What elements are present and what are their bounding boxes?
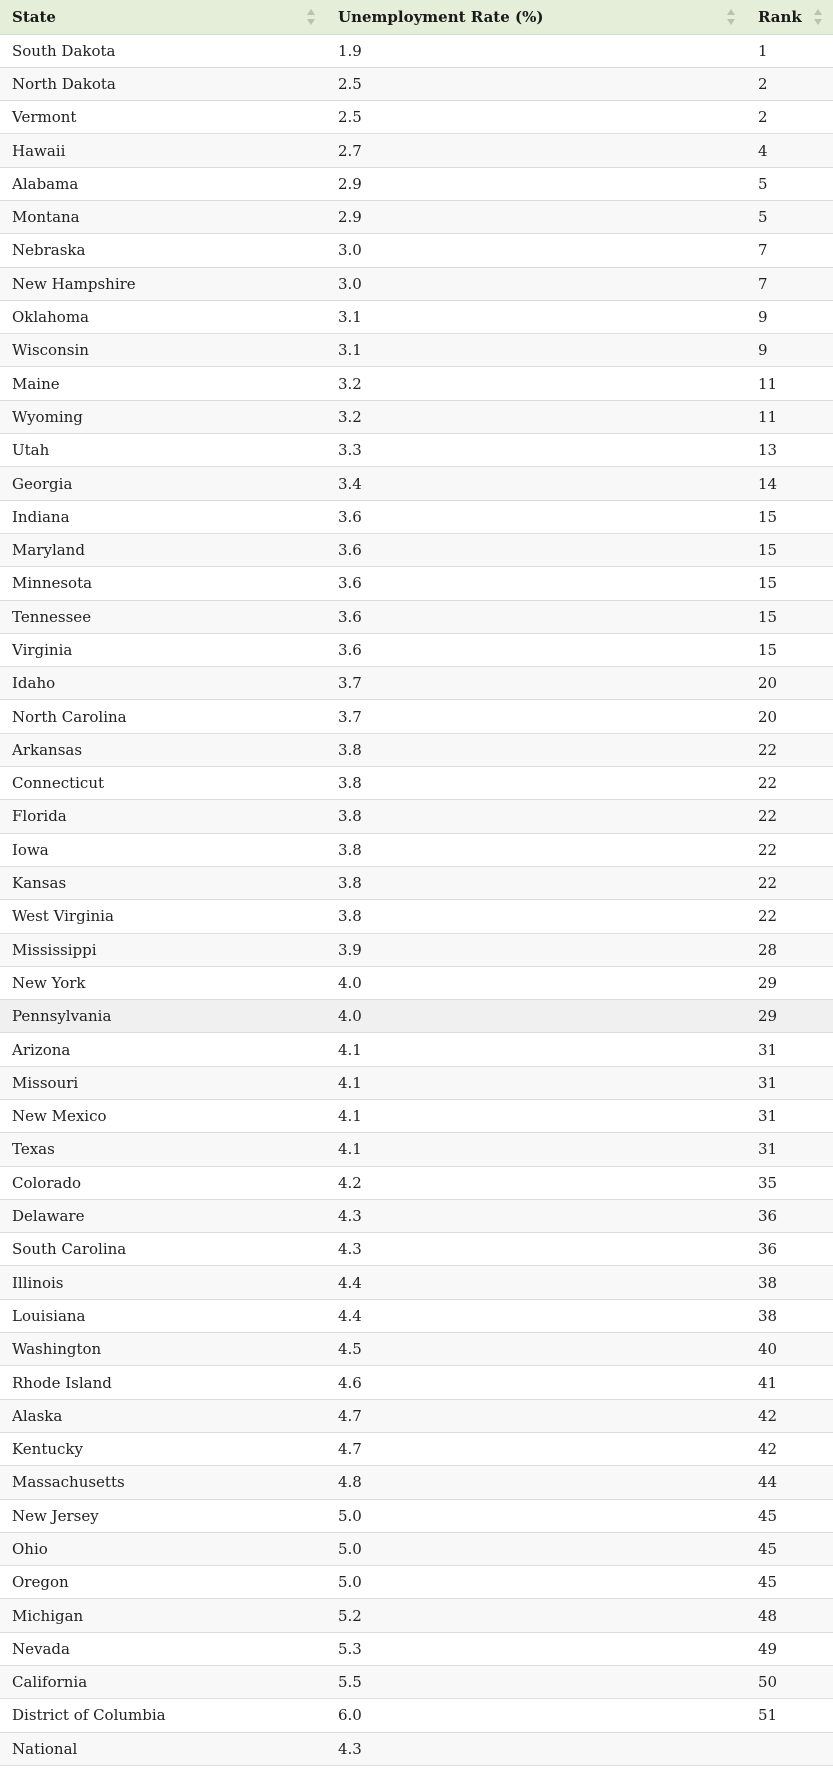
table-row: [0, 1100, 833, 1133]
table-row: [0, 1666, 833, 1699]
table-row: [0, 67, 833, 100]
table-row: [0, 1566, 833, 1599]
cell-unemployment-rate: 4.7: [326, 1399, 746, 1432]
cell-state: Delaware: [0, 1199, 326, 1232]
cell-rank: 14: [746, 467, 833, 500]
cell-unemployment-rate: 3.6: [326, 600, 746, 633]
cell-unemployment-rate: 3.6: [326, 633, 746, 666]
table-row: [0, 234, 833, 267]
table-row: [0, 467, 833, 500]
cell-rank: 40: [746, 1333, 833, 1366]
cell-rank: 7: [746, 234, 833, 267]
cell-unemployment-rate: 3.7: [326, 667, 746, 700]
sort-up-down-icon[interactable]: [726, 7, 736, 27]
table-row: [0, 1033, 833, 1066]
cell-state: Arkansas: [0, 733, 326, 766]
table-row: [0, 1432, 833, 1465]
cell-state: Louisiana: [0, 1299, 326, 1332]
table-row: [0, 200, 833, 233]
cell-unemployment-rate: 5.0: [326, 1566, 746, 1599]
table-row: [0, 267, 833, 300]
cell-unemployment-rate: 4.5: [326, 1333, 746, 1366]
cell-rank: 1: [746, 34, 833, 67]
table-row: [0, 1133, 833, 1166]
cell-state: Mississippi: [0, 933, 326, 966]
column-header-rank[interactable]: [746, 0, 833, 34]
cell-rank: 28: [746, 933, 833, 966]
cell-state: Texas: [0, 1133, 326, 1166]
table-row: [0, 567, 833, 600]
table-row: [0, 101, 833, 134]
table-row: [0, 334, 833, 367]
cell-state: District of Columbia: [0, 1699, 326, 1732]
table-row: [0, 1499, 833, 1532]
column-header-unemployment-rate[interactable]: [326, 0, 746, 34]
cell-rank: 31: [746, 1100, 833, 1133]
cell-state: Oregon: [0, 1566, 326, 1599]
cell-state: California: [0, 1666, 326, 1699]
cell-rank: 22: [746, 833, 833, 866]
table-row: [0, 300, 833, 333]
cell-rank: 11: [746, 400, 833, 433]
cell-unemployment-rate: 5.2: [326, 1599, 746, 1632]
table-row: [0, 733, 833, 766]
cell-state: New Jersey: [0, 1499, 326, 1532]
cell-unemployment-rate: 2.9: [326, 200, 746, 233]
table-row: [0, 1699, 833, 1732]
cell-rank: 42: [746, 1399, 833, 1432]
cell-state: Alaska: [0, 1399, 326, 1432]
column-header-label: State: [12, 7, 56, 26]
cell-unemployment-rate: 4.0: [326, 1000, 746, 1033]
cell-unemployment-rate: 4.1: [326, 1100, 746, 1133]
table-row: [0, 833, 833, 866]
cell-unemployment-rate: 4.7: [326, 1432, 746, 1465]
cell-rank: 45: [746, 1532, 833, 1565]
cell-state: Colorado: [0, 1166, 326, 1199]
cell-rank: [746, 1732, 833, 1765]
cell-unemployment-rate: 3.6: [326, 500, 746, 533]
cell-state: New Mexico: [0, 1100, 326, 1133]
cell-rank: 15: [746, 533, 833, 566]
cell-state: Ohio: [0, 1532, 326, 1565]
table-row: [0, 966, 833, 999]
table-row: [0, 933, 833, 966]
cell-unemployment-rate: 3.8: [326, 866, 746, 899]
table-row: [0, 1266, 833, 1299]
table-row: [0, 533, 833, 566]
cell-rank: 22: [746, 866, 833, 899]
cell-rank: 51: [746, 1699, 833, 1732]
table-row: [0, 500, 833, 533]
cell-state: Massachusetts: [0, 1466, 326, 1499]
cell-rank: 20: [746, 667, 833, 700]
cell-state: Maryland: [0, 533, 326, 566]
cell-unemployment-rate: 4.0: [326, 966, 746, 999]
cell-state: New York: [0, 966, 326, 999]
cell-rank: 4: [746, 134, 833, 167]
cell-rank: 44: [746, 1466, 833, 1499]
table-row: [0, 167, 833, 200]
cell-unemployment-rate: 1.9: [326, 34, 746, 67]
cell-rank: 50: [746, 1666, 833, 1699]
cell-rank: 29: [746, 1000, 833, 1033]
table-row: [0, 1466, 833, 1499]
cell-state: Georgia: [0, 467, 326, 500]
cell-rank: 22: [746, 767, 833, 800]
cell-rank: 15: [746, 600, 833, 633]
cell-unemployment-rate: 4.1: [326, 1133, 746, 1166]
cell-unemployment-rate: 3.0: [326, 234, 746, 267]
cell-unemployment-rate: 3.8: [326, 833, 746, 866]
table-row: [0, 800, 833, 833]
cell-rank: 7: [746, 267, 833, 300]
cell-rank: 36: [746, 1199, 833, 1232]
cell-state: Missouri: [0, 1066, 326, 1099]
table-row: [0, 367, 833, 400]
cell-state: Iowa: [0, 833, 326, 866]
table-row: [0, 600, 833, 633]
cell-rank: 15: [746, 633, 833, 666]
cell-unemployment-rate: 3.2: [326, 367, 746, 400]
cell-state: New Hampshire: [0, 267, 326, 300]
cell-unemployment-rate: 4.3: [326, 1233, 746, 1266]
cell-state: Utah: [0, 434, 326, 467]
column-header-label: Unemployment Rate (%): [338, 7, 544, 26]
cell-state: West Virginia: [0, 900, 326, 933]
cell-rank: 5: [746, 167, 833, 200]
cell-rank: 41: [746, 1366, 833, 1399]
cell-rank: 48: [746, 1599, 833, 1632]
cell-unemployment-rate: 3.8: [326, 767, 746, 800]
cell-rank: 35: [746, 1166, 833, 1199]
column-header-state[interactable]: [0, 0, 326, 34]
cell-unemployment-rate: 4.6: [326, 1366, 746, 1399]
cell-state: Hawaii: [0, 134, 326, 167]
cell-state: Kentucky: [0, 1432, 326, 1465]
cell-state: Montana: [0, 200, 326, 233]
cell-state: Wyoming: [0, 400, 326, 433]
cell-state: Tennessee: [0, 600, 326, 633]
cell-state: Nevada: [0, 1632, 326, 1665]
cell-unemployment-rate: 2.7: [326, 134, 746, 167]
cell-state: Kansas: [0, 866, 326, 899]
table-row: [0, 1632, 833, 1665]
cell-unemployment-rate: 3.1: [326, 300, 746, 333]
table-row: [0, 1166, 833, 1199]
cell-rank: 29: [746, 966, 833, 999]
table-row: [0, 400, 833, 433]
cell-unemployment-rate: 4.4: [326, 1266, 746, 1299]
cell-rank: 15: [746, 500, 833, 533]
cell-rank: 13: [746, 434, 833, 467]
cell-unemployment-rate: 3.7: [326, 700, 746, 733]
table-row: [0, 34, 833, 67]
cell-unemployment-rate: 5.0: [326, 1532, 746, 1565]
cell-state: Maine: [0, 367, 326, 400]
cell-state: Idaho: [0, 667, 326, 700]
table-row: [0, 1199, 833, 1232]
cell-state: Vermont: [0, 101, 326, 134]
cell-state: Michigan: [0, 1599, 326, 1632]
cell-rank: 22: [746, 800, 833, 833]
cell-rank: 11: [746, 367, 833, 400]
cell-state: Indiana: [0, 500, 326, 533]
cell-unemployment-rate: 4.1: [326, 1066, 746, 1099]
cell-state: Washington: [0, 1333, 326, 1366]
cell-unemployment-rate: 2.5: [326, 67, 746, 100]
cell-rank: 5: [746, 200, 833, 233]
table-row: [0, 1399, 833, 1432]
cell-unemployment-rate: 3.9: [326, 933, 746, 966]
cell-rank: 22: [746, 733, 833, 766]
table-row: [0, 1066, 833, 1099]
cell-state: North Carolina: [0, 700, 326, 733]
column-header-label: Rank: [758, 7, 802, 26]
sort-up-down-icon[interactable]: [813, 7, 823, 27]
cell-state: Oklahoma: [0, 300, 326, 333]
cell-unemployment-rate: 3.4: [326, 467, 746, 500]
table-row: [0, 1599, 833, 1632]
cell-unemployment-rate: 3.0: [326, 267, 746, 300]
cell-unemployment-rate: 4.3: [326, 1732, 746, 1765]
cell-state: North Dakota: [0, 67, 326, 100]
cell-state: Pennsylvania: [0, 1000, 326, 1033]
cell-unemployment-rate: 3.3: [326, 434, 746, 467]
cell-rank: 20: [746, 700, 833, 733]
cell-rank: 22: [746, 900, 833, 933]
table-row: [0, 1233, 833, 1266]
cell-unemployment-rate: 4.3: [326, 1199, 746, 1232]
table-row: [0, 1333, 833, 1366]
cell-unemployment-rate: 3.8: [326, 900, 746, 933]
table-body: [0, 34, 833, 1765]
cell-rank: 45: [746, 1499, 833, 1532]
table-row: [0, 134, 833, 167]
cell-unemployment-rate: 2.5: [326, 101, 746, 134]
table-row: [0, 1366, 833, 1399]
cell-rank: 38: [746, 1299, 833, 1332]
table-row: [0, 767, 833, 800]
cell-state: Rhode Island: [0, 1366, 326, 1399]
cell-state: National: [0, 1732, 326, 1765]
cell-state: Minnesota: [0, 567, 326, 600]
cell-unemployment-rate: 4.2: [326, 1166, 746, 1199]
cell-unemployment-rate: 4.1: [326, 1033, 746, 1066]
cell-rank: 38: [746, 1266, 833, 1299]
cell-state: Connecticut: [0, 767, 326, 800]
cell-rank: 31: [746, 1033, 833, 1066]
cell-unemployment-rate: 5.3: [326, 1632, 746, 1665]
cell-unemployment-rate: 3.6: [326, 567, 746, 600]
table-row: [0, 1732, 833, 1765]
cell-unemployment-rate: 6.0: [326, 1699, 746, 1732]
cell-rank: 45: [746, 1566, 833, 1599]
cell-state: Virginia: [0, 633, 326, 666]
table-row: [0, 434, 833, 467]
table-row: [0, 700, 833, 733]
cell-rank: 9: [746, 334, 833, 367]
cell-state: South Dakota: [0, 34, 326, 67]
cell-rank: 15: [746, 567, 833, 600]
cell-unemployment-rate: 5.0: [326, 1499, 746, 1532]
cell-rank: 31: [746, 1066, 833, 1099]
table-header-row: [0, 0, 833, 34]
cell-state: Illinois: [0, 1266, 326, 1299]
cell-rank: 49: [746, 1632, 833, 1665]
table-row: [0, 1299, 833, 1332]
cell-unemployment-rate: 4.8: [326, 1466, 746, 1499]
cell-unemployment-rate: 3.8: [326, 800, 746, 833]
cell-unemployment-rate: 3.2: [326, 400, 746, 433]
cell-rank: 31: [746, 1133, 833, 1166]
cell-state: South Carolina: [0, 1233, 326, 1266]
cell-unemployment-rate: 2.9: [326, 167, 746, 200]
table-row: [0, 667, 833, 700]
cell-rank: 36: [746, 1233, 833, 1266]
table-row: [0, 900, 833, 933]
cell-unemployment-rate: 4.4: [326, 1299, 746, 1332]
table-row: [0, 1532, 833, 1565]
cell-unemployment-rate: 5.5: [326, 1666, 746, 1699]
cell-rank: 9: [746, 300, 833, 333]
cell-state: Wisconsin: [0, 334, 326, 367]
cell-rank: 2: [746, 67, 833, 100]
table-row: [0, 1000, 833, 1033]
sort-up-down-icon[interactable]: [306, 7, 316, 27]
cell-unemployment-rate: 3.1: [326, 334, 746, 367]
table-row: [0, 866, 833, 899]
cell-state: Florida: [0, 800, 326, 833]
cell-unemployment-rate: 3.6: [326, 533, 746, 566]
cell-rank: 42: [746, 1432, 833, 1465]
cell-rank: 2: [746, 101, 833, 134]
cell-unemployment-rate: 3.8: [326, 733, 746, 766]
cell-state: Nebraska: [0, 234, 326, 267]
cell-state: Alabama: [0, 167, 326, 200]
table-row: [0, 633, 833, 666]
cell-state: Arizona: [0, 1033, 326, 1066]
